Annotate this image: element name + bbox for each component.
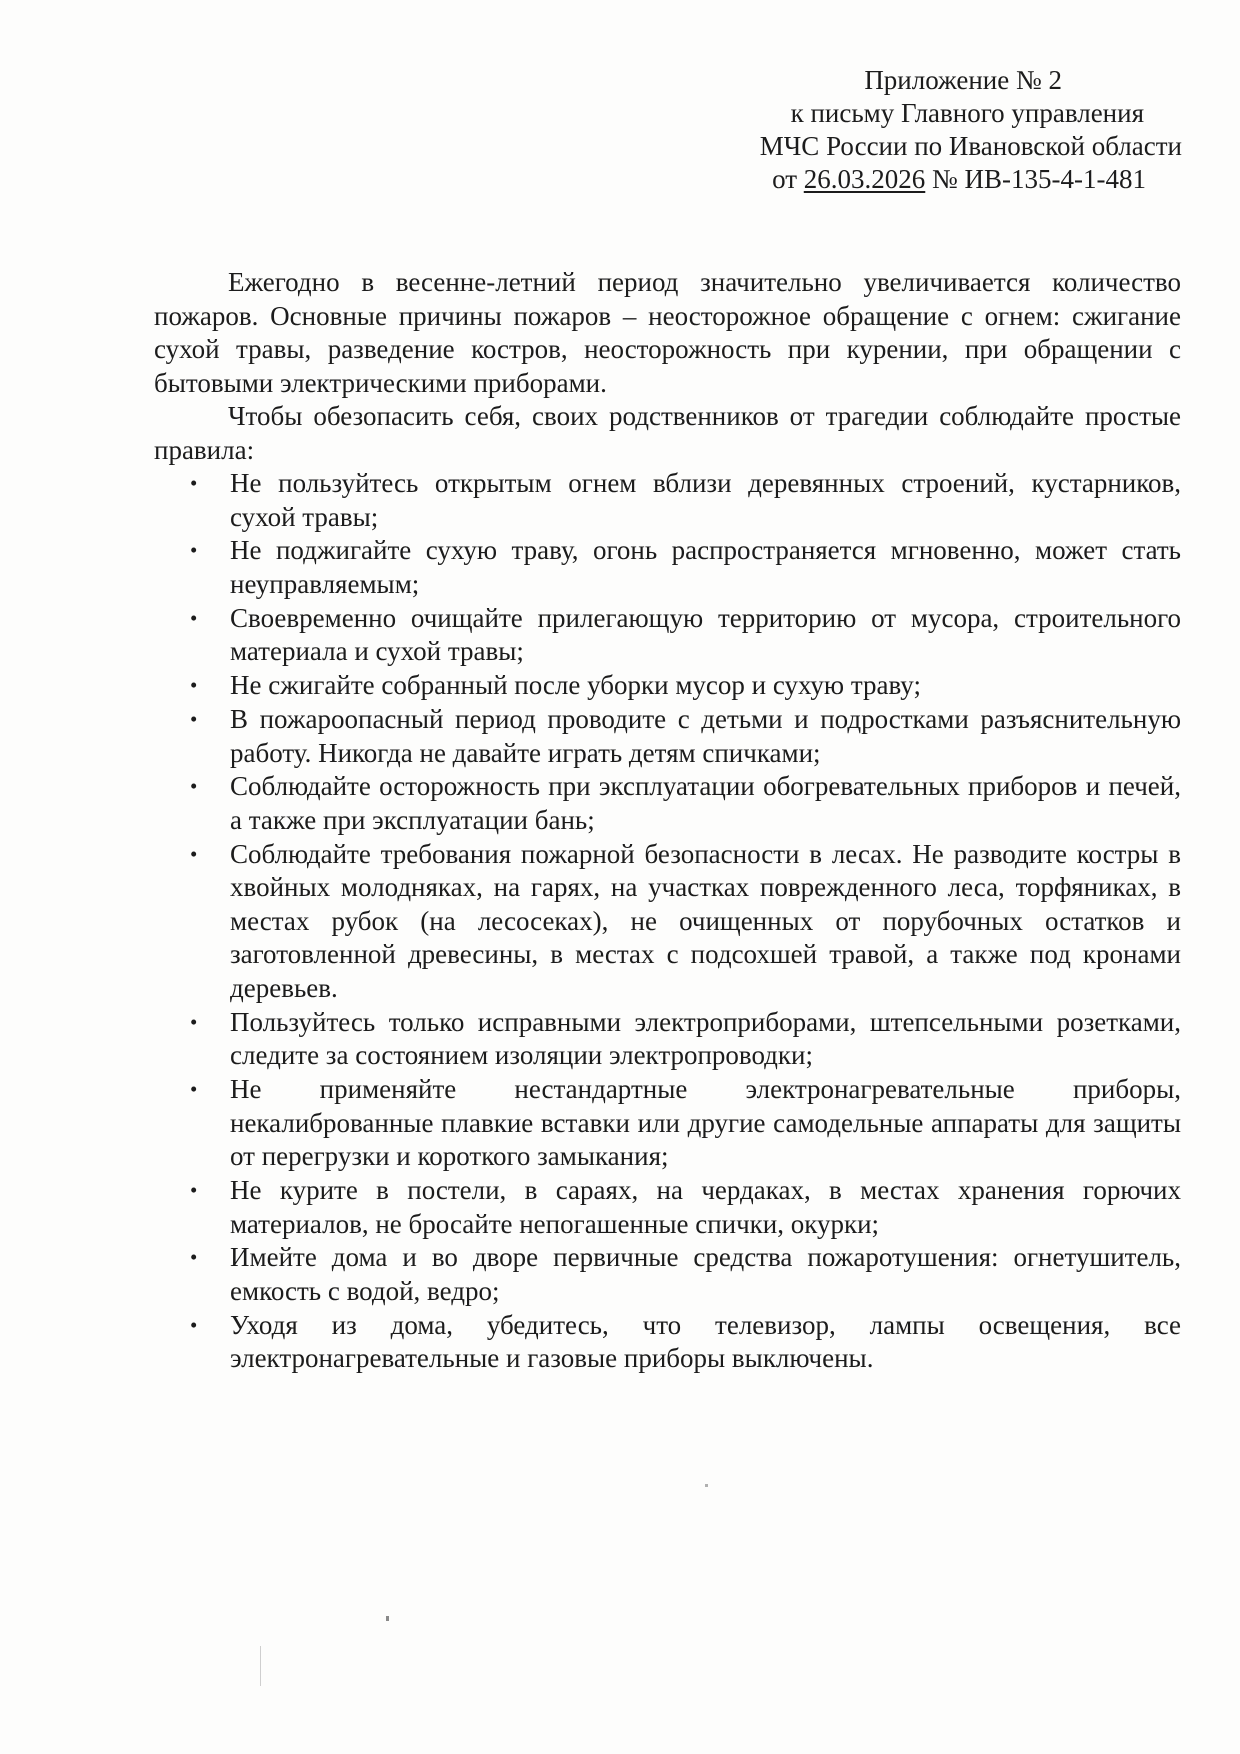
rule-text: Не применяйте нестандартные электронагревательные приборы, некалиброванные плавкие вставки или другие самодельные аппараты для защиты от перегрузки и короткого замыкания;: [230, 1074, 1181, 1172]
letter-reference: к письму Главного управления: [790, 98, 1144, 128]
bullet-icon: •: [190, 1178, 198, 1203]
list-item: [154, 602, 1181, 669]
letter-number: № ИВ-135-4-1-481: [925, 164, 1146, 194]
rule-text: Имейте дома и во дворе первичные средства пожаротушения: огнетушитель, емкость с водой, ведро;: [230, 1242, 1181, 1306]
letter-date: 26.03.2026: [803, 164, 926, 194]
letter-date-number: [662, 163, 1182, 196]
bullet-icon: •: [190, 1312, 198, 1337]
rule-text: Своевременно очищайте прилегающую территорию от мусора, строительного материала и сухой травы;: [230, 602, 1181, 667]
rules-intro-paragraph: Чтобы обезопасить себя, своих родственников от трагедии соблюдайте простые правила:: [154, 401, 1181, 465]
bullet-icon: •: [190, 774, 198, 799]
list-item: [154, 1241, 1181, 1308]
rule-text: Не сжигайте собранный после уборки мусор и сухую траву;: [230, 670, 921, 701]
bullet-icon: •: [190, 605, 198, 630]
bullet-icon: •: [190, 1077, 198, 1102]
bullet-icon: •: [190, 707, 198, 732]
scan-speck: [705, 1484, 708, 1487]
list-item: [154, 467, 1181, 534]
document-body: [154, 266, 1181, 1376]
rule-text: Соблюдайте требования пожарной безопасности в лесах. Не разводите костры в хвойных молодняках, на гарях, на участках поврежденного леса, торфяниках, в местах рубок (на лесосеках), не очищенных от порубочных остатков и заготовленной древесины, в местах с подсохшей травой, а также под кронами деревьев.: [230, 838, 1181, 1003]
bullet-icon: •: [190, 1009, 198, 1034]
bullet-icon: •: [190, 538, 198, 563]
document-header: [662, 64, 1182, 196]
bullet-icon: •: [190, 841, 198, 866]
list-item: [154, 1174, 1181, 1241]
rule-text: Не пользуйтесь открытым огнем вблизи деревянных строений, кустарников, сухой травы;: [230, 468, 1181, 532]
appendix-number: Приложение № 2: [864, 65, 1062, 95]
list-item: [154, 703, 1181, 770]
scan-speck: [386, 1616, 389, 1621]
bullet-icon: •: [190, 471, 198, 495]
issuing-authority: МЧС России по Ивановской области: [759, 131, 1182, 161]
date-prefix: от: [772, 164, 804, 194]
intro-paragraph: Ежегодно в весенне-летний период значительно увеличивается количество пожаров. Основные причины пожаров – неосторожное обращение с огнем: сжигание сухой травы, разведение костров, неосторожность при курении, при обращении с бытовыми электрическими приборами.: [154, 267, 1181, 398]
rule-text: Уходя из дома, убедитесь, что телевизор, лампы освещения, все электронагревательные и газовые приборы выключены.: [230, 1309, 1181, 1374]
safety-rules-list: [154, 467, 1181, 1376]
list-item: [154, 770, 1181, 837]
rule-text: Соблюдайте осторожность при эксплуатации обогревательных приборов и печей, а также при эксплуатации бань;: [230, 771, 1181, 835]
list-item: [154, 1309, 1181, 1376]
rule-text: Не курите в постели, в сараях, на чердаках, в местах хранения горючих материалов, не бросайте непогашенные спички, окурки;: [230, 1175, 1181, 1239]
list-item: [154, 1073, 1181, 1174]
rule-text: В пожароопасный период проводите с детьми и подростками разъяснительную работу. Никогда не давайте играть детям спичками;: [230, 704, 1181, 768]
rule-text: Не поджигайте сухую траву, огонь распространяется мгновенно, может стать неуправляемым;: [230, 535, 1181, 599]
list-item: [154, 1006, 1181, 1073]
list-item: [154, 534, 1181, 601]
scan-artifact-line: [260, 1646, 261, 1686]
bullet-icon: •: [190, 1245, 198, 1270]
bullet-icon: •: [190, 673, 198, 698]
list-item: [154, 838, 1181, 1006]
list-item: [154, 669, 1181, 703]
rule-text: Пользуйтесь только исправными электроприборами, штепсельными розетками, следите за состоянием изоляции электропроводки;: [230, 1006, 1181, 1071]
